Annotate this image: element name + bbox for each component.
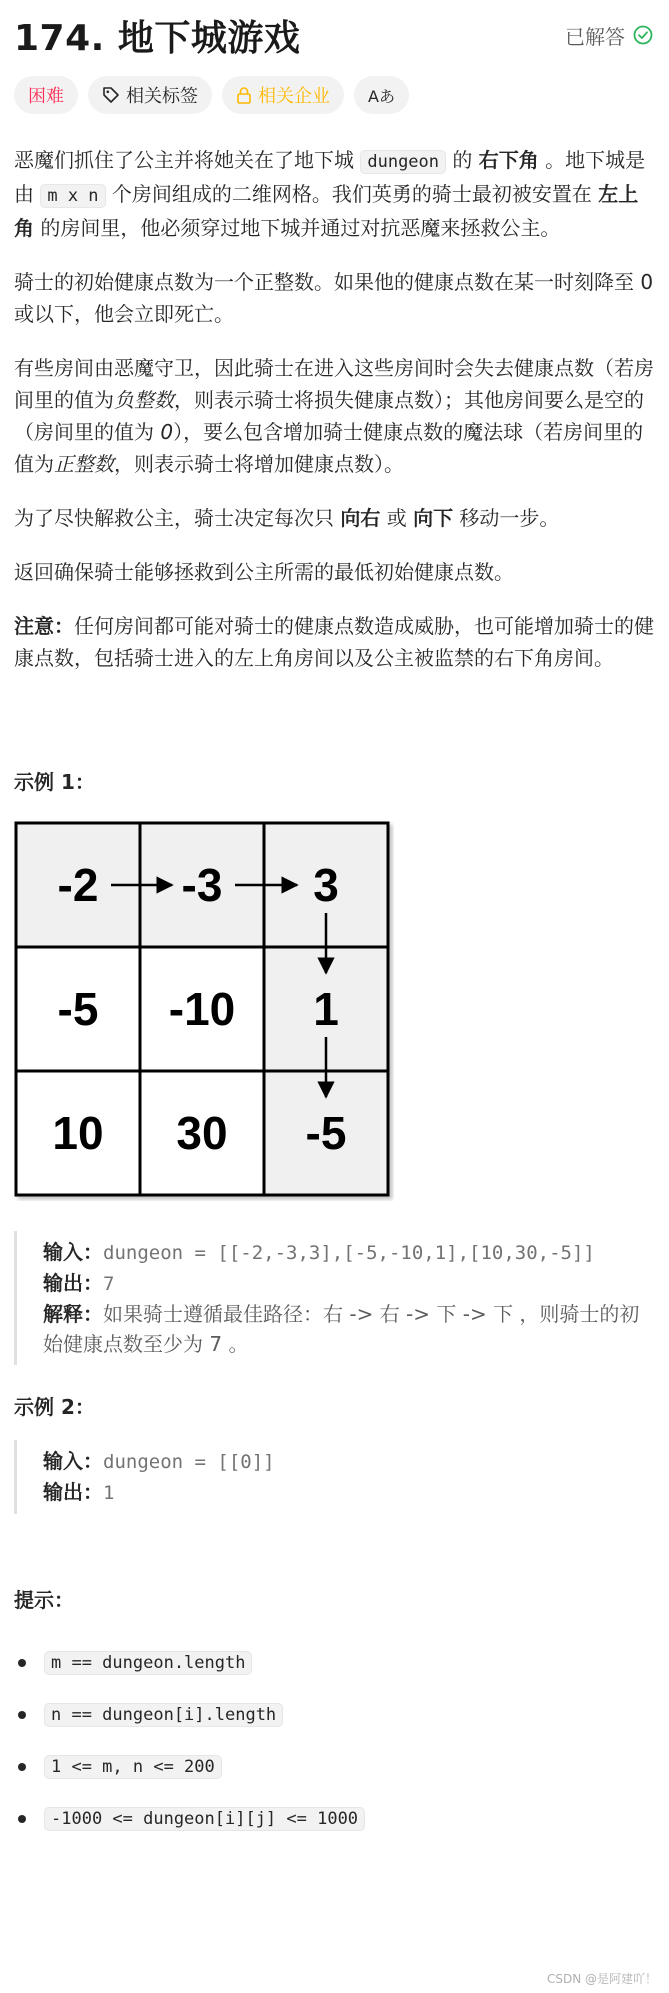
text: ），要么包含增加骑士健康点数的魔法球（若房间里的值为 <box>14 420 644 476</box>
example-1-block <box>14 1231 655 1365</box>
font-size-button[interactable] <box>354 76 409 114</box>
text: 或 <box>380 506 414 530</box>
grid-cell-value: 1 <box>313 983 339 1035</box>
text: 恶魔们抓住了公主并将她关在了地下城 <box>14 148 361 172</box>
example-2-heading: 示例 2： <box>14 1395 95 1419</box>
italic-text: 0 <box>160 420 174 444</box>
inline-code: m == dungeon.length <box>44 1651 252 1675</box>
explain-label: 解释： <box>43 1302 103 1326</box>
output-value: 7 <box>103 1273 115 1295</box>
description-paragraph: 骑士的初始健康点数为一个正整数。如果他的健康点数在某一时刻降至 0 或以下，他会立即死亡。 <box>14 270 654 326</box>
text: 个房间组成的二维网格。我们英勇的骑士最初被安置在 <box>105 182 599 206</box>
check-circle-icon <box>633 25 653 45</box>
inline-code: m x n <box>40 184 105 208</box>
input-value: dungeon = [[-2,-3,3],[-5,-10,1],[10,30,-5]] <box>103 1242 595 1264</box>
input-label: 输入： <box>43 1240 103 1264</box>
grid-cell-value: -5 <box>305 1107 347 1159</box>
example-1-output <box>43 1268 655 1299</box>
bullet <box>18 1659 26 1667</box>
companies-tag-button[interactable] <box>222 76 344 114</box>
note-label: 注意： <box>14 614 74 638</box>
grid-cell-value: 3 <box>313 859 339 911</box>
grid-cell-value: 10 <box>52 1107 104 1159</box>
inline-code: 1 <= m, n <= 200 <box>44 1755 222 1779</box>
hints-list <box>14 1637 655 1845</box>
inline-code: dungeon <box>360 150 446 174</box>
inline-code: -1000 <= dungeon[i][j] <= 1000 <box>44 1807 365 1831</box>
watermark: CSDN @是阿建吖！ <box>546 1972 657 1986</box>
text: ，则表示骑士将增加健康点数）。 <box>114 452 404 476</box>
grid-cell-value: -5 <box>57 983 99 1035</box>
difficulty-label: 困难 <box>28 86 64 107</box>
problem-description <box>14 144 655 674</box>
description-paragraph <box>14 144 655 244</box>
lock-icon <box>236 86 252 104</box>
bold-text: 左上角 <box>14 182 639 240</box>
grid-cell-value: -10 <box>168 983 236 1035</box>
tag-bar <box>14 76 655 114</box>
description-paragraph <box>14 610 655 674</box>
topics-tag-label: 相关标签 <box>126 86 198 107</box>
problem-header <box>14 0 655 70</box>
grid-cell-value: -3 <box>181 859 223 911</box>
text: 的房间里，他必须穿过地下城并通过对抗恶魔来拯救公主。 <box>34 216 561 240</box>
dungeon-grid-image <box>14 821 394 1201</box>
output-value: 1 <box>103 1482 115 1504</box>
hints-heading: 提示： <box>14 1588 74 1612</box>
example-1-explanation <box>43 1299 655 1359</box>
example-1-heading: 示例 1： <box>14 770 95 794</box>
output-label: 输出： <box>43 1480 103 1504</box>
difficulty-badge <box>14 76 78 114</box>
translate-icon: Aあ <box>368 86 395 106</box>
bold-text: 右下角 <box>478 148 539 172</box>
bullet <box>18 1711 26 1719</box>
example-2-block <box>14 1440 655 1514</box>
list-item <box>14 1793 655 1845</box>
text: 的 <box>446 148 479 172</box>
text: ，则表示骑士将损失健康点数）；其他房间要么是空的（房间里的值为 <box>14 388 644 444</box>
inline-code: n == dungeon[i].length <box>44 1703 283 1727</box>
bold-text: 向右 <box>340 506 381 530</box>
tag-icon <box>102 86 120 104</box>
italic-text: 负整数 <box>114 388 174 412</box>
example-2-output <box>43 1477 655 1508</box>
explain-value: 如果骑士遵循最佳路径：右 -> 右 -> 下 -> 下 ，则骑士的初始健康点数至少为 7 。 <box>43 1302 640 1356</box>
example-2-input <box>43 1446 655 1477</box>
bold-text: 向下 <box>413 506 454 530</box>
text: 有些房间由恶魔守卫，因此骑士在进入这些房间时会失去健康点数（若房间里的值为 <box>14 356 654 412</box>
text: 移动一步。 <box>453 506 560 530</box>
bullet <box>18 1815 26 1823</box>
topics-tag-button[interactable] <box>88 76 212 114</box>
description-paragraph: 返回确保骑士能够拯救到公主所需的最低初始健康点数。 <box>14 560 514 584</box>
grid-cell-value: 30 <box>176 1107 228 1159</box>
example-1-input <box>43 1237 655 1268</box>
problem-title: 174. 地下城游戏 <box>14 17 301 59</box>
text: 为了尽快解救公主，骑士决定每次只 <box>14 506 341 530</box>
italic-text: 正整数 <box>54 452 114 476</box>
input-value: dungeon = [[0]] <box>103 1451 275 1473</box>
bullet <box>18 1763 26 1771</box>
output-label: 输出： <box>43 1271 103 1295</box>
solved-status <box>565 21 655 50</box>
list-item <box>14 1637 655 1689</box>
list-item <box>14 1689 655 1741</box>
list-item <box>14 1741 655 1793</box>
companies-tag-label: 相关企业 <box>258 86 330 107</box>
description-paragraph <box>14 352 655 480</box>
text: 任何房间都可能对骑士的健康点数造成威胁，也可能增加骑士的健康点数，包括骑士进入的左上角房间以及公主被监禁的右下角房间。 <box>14 614 654 670</box>
text: 。地下城是由 <box>14 148 646 206</box>
grid-cell-value: -2 <box>57 859 99 911</box>
example-grid <box>14 821 394 1201</box>
input-label: 输入： <box>43 1449 103 1473</box>
solved-label: 已解答 <box>565 24 625 49</box>
description-paragraph <box>14 502 655 534</box>
